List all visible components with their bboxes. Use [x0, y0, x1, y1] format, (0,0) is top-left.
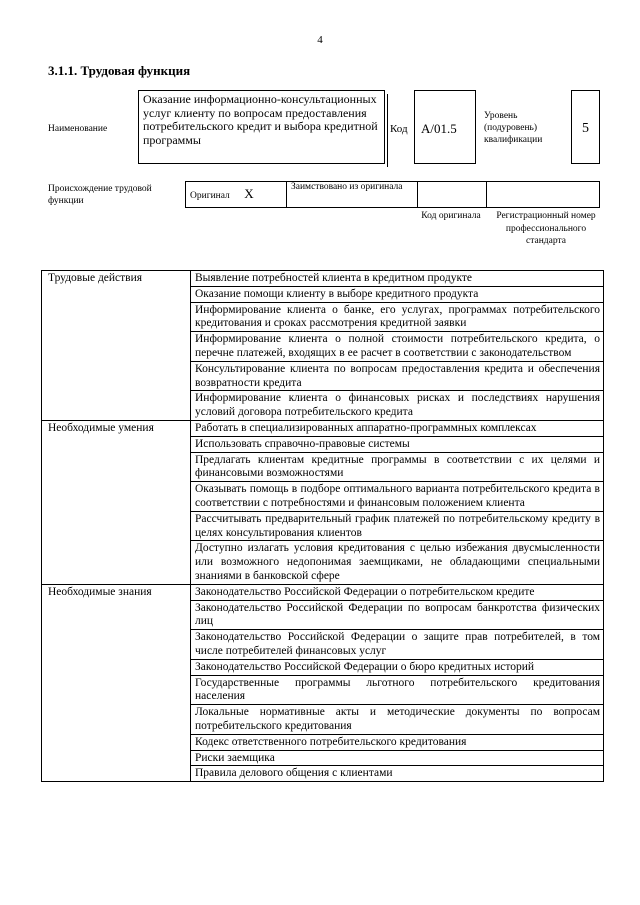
function-name-value: Оказание информационно-консультационных услуг клиенту по вопросам предоставления потребительского кредит и выбора кредитной программы	[143, 92, 378, 147]
item-cell: Предлагать клиентам кредитные программы в соответствии с их целями и финансовыми возможностями	[191, 452, 604, 482]
item-cell: Законодательство Российской Федерации о защите прав потребителей, в том числе потребителей финансовых услуг	[191, 630, 604, 660]
item-cell: Оказание помощи клиенту в выборе кредитного продукта	[191, 286, 604, 302]
borrowed-cell	[287, 182, 418, 208]
reg-number-cell	[487, 182, 600, 208]
table-row	[42, 271, 604, 287]
original-mark: X	[244, 185, 254, 201]
item-cell: Государственные программы льготного потребительского кредитования населения	[191, 675, 604, 705]
item-cell: Законодательство Российской Федерации о потребительском кредите	[191, 584, 604, 600]
item-cell: Информирование клиента о банке, его услугах, программах потребительского кредитования и сроках рассмотрения кредитной заявки	[191, 302, 604, 332]
item-cell: Правила делового общения с клиентами	[191, 766, 604, 782]
item-cell: Законодательство Российской Федерации о бюро кредитных историй	[191, 659, 604, 675]
item-cell: Кодекс ответственного потребительского кредитования	[191, 734, 604, 750]
reg-number-label: Регистрационный номер профессионального стандарта	[496, 211, 596, 246]
origin-table	[185, 181, 600, 208]
original-cell	[186, 182, 287, 208]
item-cell: Информирование клиента о финансовых рисках и последствиях нарушения условий договора потребительского кредита	[191, 391, 604, 421]
item-cell: Работать в специализированных аппаратно-программных комплексах	[191, 420, 604, 436]
category-cell: Трудовые действия	[42, 271, 191, 421]
code-original-cell	[418, 182, 487, 208]
code-box	[414, 90, 476, 164]
item-cell: Доступно излагать условия кредитования с целью избежания двусмысленности или возможного недопонимая заемщиками, не обладающими специальными знаниями в банковской сфере	[191, 541, 604, 584]
item-cell: Консультирование клиента по вопросам предоставления кредита и обеспечения возвратности кредита	[191, 361, 604, 391]
page-number: 4	[317, 34, 323, 46]
origin-label: Происхождение трудовой функции	[48, 184, 152, 206]
function-name-box	[138, 90, 385, 164]
item-cell: Информирование клиента о полной стоимости потребительского кредита, о перечне платежей, входящих в ее расчет в соответствии с законодательством	[191, 332, 604, 362]
borrowed-label: Заимствовано из оригинала	[291, 182, 403, 192]
name-label: Наименование	[48, 124, 108, 134]
category-cell: Необходимые знания	[42, 584, 191, 781]
code-value: A/01.5	[421, 121, 457, 136]
item-cell: Выявление потребностей клиента в кредитном продукте	[191, 271, 604, 287]
level-box	[571, 90, 600, 164]
item-cell: Риски заемщика	[191, 750, 604, 766]
table-row	[42, 420, 604, 436]
level-value: 5	[582, 121, 589, 136]
item-cell: Локальные нормативные акты и методические документы по вопросам потребительского кредитования	[191, 705, 604, 735]
section-title: 3.1.1. Трудовая функция	[48, 63, 191, 78]
table-row	[42, 584, 604, 600]
function-details-table	[41, 270, 604, 782]
original-label: Оригинал	[190, 190, 230, 201]
item-cell: Законодательство Российской Федерации по вопросам банкротства физических лиц	[191, 600, 604, 630]
code-label: Код	[390, 123, 408, 135]
item-cell: Оказывать помощь в подборе оптимального варианта потребительского кредита в соответствии с потребностями и финансовым положением клиента	[191, 482, 604, 512]
item-cell: Рассчитывать предварительный график платежей по потребительскому кредиту в целях консультирования клиентов	[191, 511, 604, 541]
item-cell: Использовать справочно-правовые системы	[191, 436, 604, 452]
code-original-label: Код оригинала	[421, 211, 481, 221]
category-cell: Необходимые умения	[42, 420, 191, 584]
level-label: Уровень (подуровень) квалификации	[484, 111, 543, 145]
